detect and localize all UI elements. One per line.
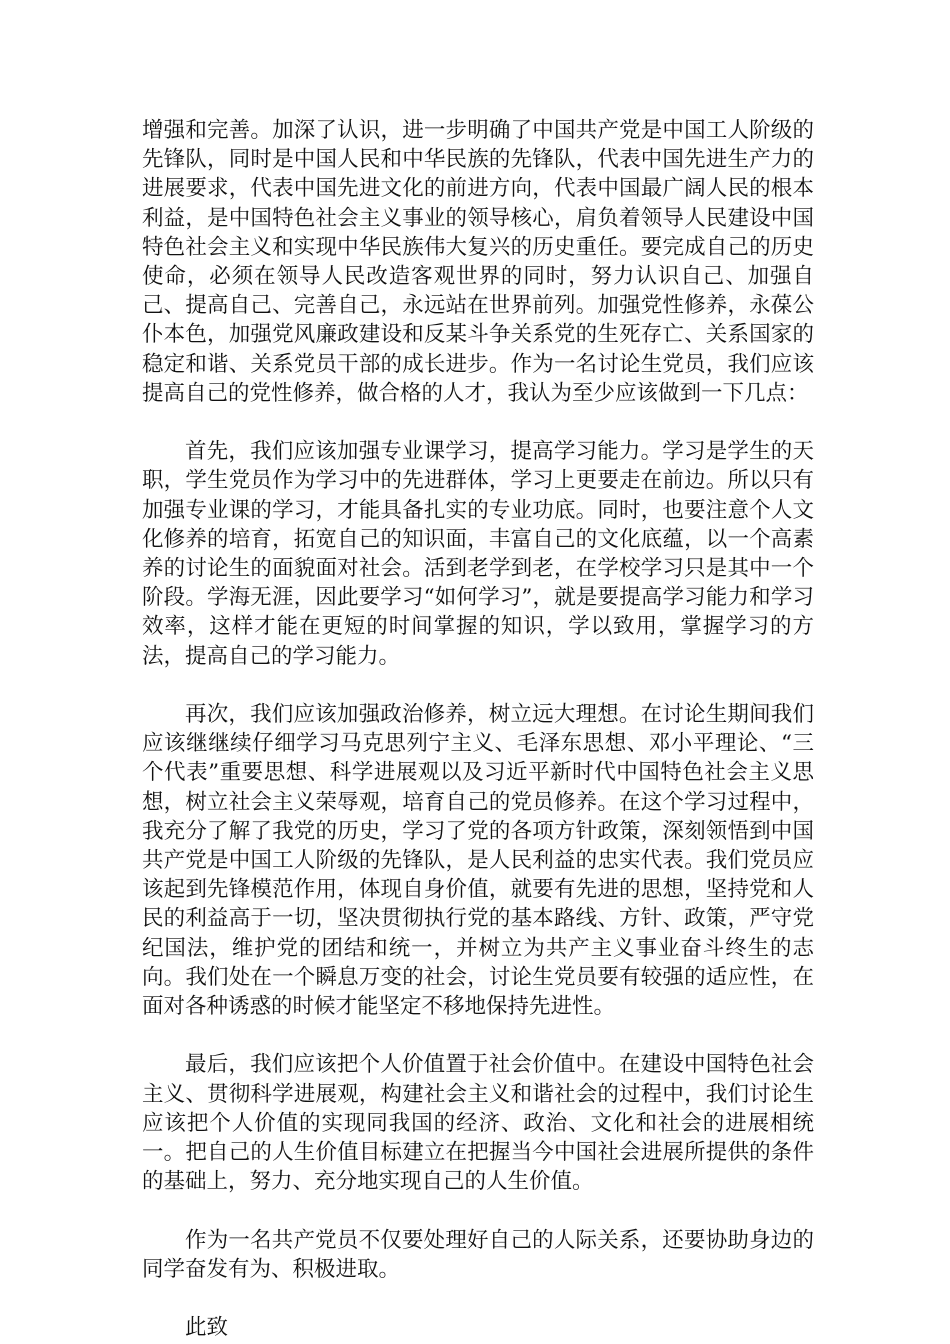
document-body [142, 116, 814, 1342]
paragraph-first-point: 首先，我们应该加强专业课学习，提高学习能力。学习是学生的天职，学生党员作为学习中的先进群体，学习上更要走在前边。所以只有加强专业课的学习，才能具备扎实的专业功底。同时，也要注意个人文化修养的培育，拓宽自己的知识面，丰富自己的文化底蕴，以一个高素养的讨论生的面貌面对社会。活到老学到老，在学校学习只是其中一个阶段。学海无涯，因此要学习“如何学习”，就是要提高学习能力和学习效率，这样才能在更短的时间掌握的知识，学以致用，掌握学习的方法，提高自己的学习能力。 [142, 439, 814, 669]
paragraph-continuation: 增强和完善。加深了认识，进一步明确了中国共产党是中国工人阶级的先锋队，同时是中国人民和中华民族的先锋队，代表中国先进生产力的进展要求，代表中国先进文化的前进方向，代表中国最广阔人民的根本利益，是中国特色社会主义事业的领导核心，肩负着领导人民建设中国特色社会主义和实现中华民族伟大复兴的历史重任。要完成自己的历史使命，必须在领导人民改造客观世界的同时，努力认识自己、加强自己、提高自己、完善自己，永远站在世界前列。加强党性修养，永葆公仆本色，加强党风廉政建设和反某斗争关系党的生死存亡、关系国家的稳定和谐、关系党员干部的成长进步。作为一名讨论生党员，我们应该提高自己的党性修养，做合格的人才，我认为至少应该做到一下几点： [142, 118, 814, 406]
paragraph-second-point: 再次，我们应该加强政治修养，树立远大理想。在讨论生期间我们应该继继续仔细学习马克思列宁主义、毛泽东思想、邓小平理论、“三个代表”重要思想、科学进展观以及习近平新时代中国特色社会主义思想，树立社会主义荣辱观，培育自己的党员修养。在这个学习过程中，我充分了解了我党的历史，学习了党的各项方针政策，深刻领悟到中国共产党是中国工人阶级的先锋队，是人民利益的忠实代表。我们党员应该起到先锋模范作用，体现自身价值，就要有先进的思想，坚持党和人民的利益高于一切，坚决贯彻执行党的基本路线、方针、政策，严守党纪国法，维护党的团结和统一，并树立为共产主义事业奋斗终生的志向。我们处在一个瞬息万变的社会，讨论生党员要有较强的适应性，在面对各种诱惑的时候才能坚定不移地保持先进性。 [142, 702, 814, 1020]
closing-salutation: 此致 [185, 1315, 229, 1341]
paragraph-last-point: 最后，我们应该把个人价值置于社会价值中。在建设中国特色社会主义、贯彻科学进展观，构建社会主义和谐社会的过程中，我们讨论生应该把个人价值的实现同我国的经济、政治、文化和社会的进展相统一。把自己的人生价值目标建立在把握当今中国社会进展所提供的条件的基础上，努力、充分地实现自己的人生价值。 [142, 1052, 814, 1195]
paragraph-conclusion: 作为一名共产党员不仅要处理好自己的人际关系，还要协助身边的同学奋发有为、积极进取。 [142, 1227, 814, 1282]
